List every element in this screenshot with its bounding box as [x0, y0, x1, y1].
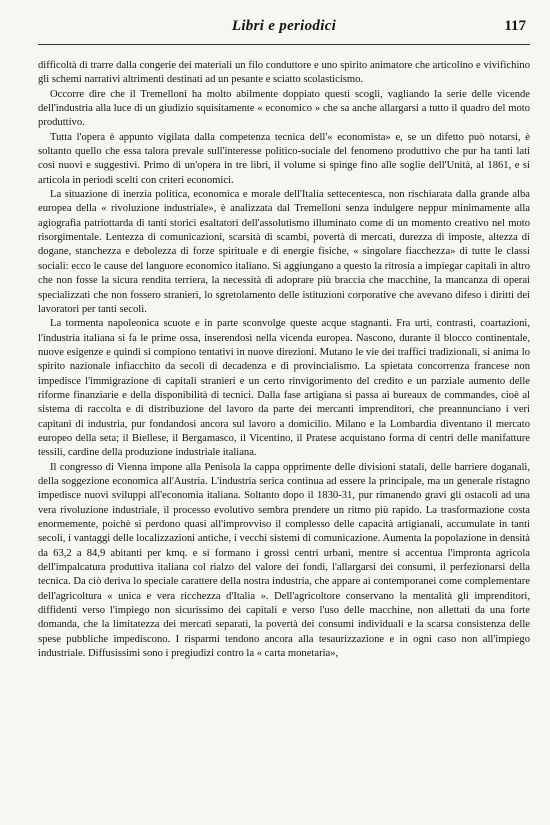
article-body	[38, 59, 530, 661]
running-title: Libri e periodici	[231, 18, 337, 34]
page-number: 117	[504, 18, 526, 34]
paragraph: Occorre dire che il Tremelloni ha molto abilmente doppiato questi scogli, vagliando la serie delle vicende dell'industria alla luce di un giudizio squisitamente « economico » che sa anche allargarsi a tutto il quadro del moto produttivo.	[38, 88, 530, 129]
paragraph: difficoltà di trarre dalla congerie dei materiali un filo conduttore e uno spirito animatore che articolino e vivifichino gli schemi narrativi altrimenti destinati ad un pesante e sciatto scolasticismo.	[38, 60, 530, 86]
page-header	[38, 0, 530, 45]
paragraph: La tormenta napoleonica scuote e in parte sconvolge queste acque stagnanti. Fra urti, contrasti, coartazioni, l'industria italiana si fa le prime ossa, inserendosi nella vicenda europea. Nascono, durante il blocco continentale, nuove esigenze e quindi si compiono tentativi in nuove direzioni. Mutano le vie dei traffici tradizionali, si anima lo spirito nazionale infiacchito da secoli di decadenza e di provincialismo. La spietata concorrenza francese non impedisce l'immigrazione di capitali stranieri e un certo rinvigorimento del credito e un parziale aumento delle riforme finanziarie e della disponibilità di tecnici. Dalla fase artigiana si passa ai bureaux de commandes, cioè al sistema di raccolta e di distribuzione del lavoro da parte dei mercanti imprenditori, che preannunciano i veri capitani di industria, pur fondandosi ancora sul lavoro a domicilio. Milano e la Lombardia diventano il mercato europeo della seta; il Biellese, il Bergamasco, il Vicentino, il Pratese acquistano forma di centri delle manifatture tessili, cardine della produzione industriale italiana.	[38, 318, 530, 459]
paragraph: Il congresso di Vienna impone alla Penisola la cappa opprimente delle divisioni statali, delle barriere doganali, della soggezione economica all'Austria. L'industria serica continua ad essere la principale, ma un generale ristagno impedisce nuovi sviluppi all'economia italiana. Soltanto dopo il 1830-31, pur rimanendo gravi gli ostacoli ad una vera rivoluzione industriale, il processo evolutivo sembra prendere un ritmo più rapido. La trasformazione costa enormemente, poichè si perdono quasi all'improvviso il complesso delle capacità artigianali, accumulate in tanti secoli, i vantaggi delle localizzazioni antiche, i vecchi sistemi di comunicazione. Aumenta la popolazione in densità da 63,2 a 84,9 abitanti per kmq. e si formano i grossi centri urbani, mentre si accentua l'impronta agricola dell'impalcatura produttiva italiana col rialzo del valore dei fondi, l'allargarsi dei consumi, il perfezionarsi della tecnica. Da ciò deriva lo speciale carattere della nostra industria, che appare ai contemporanei come complementare dell'agricoltura « unica e vera ricchezza d'Italia ». Dell'agricoltore conservano la mentalità gli imprenditori, diffidenti verso l'impiego non sicurissimo dei capitali e verso l'uso delle macchine, non allettati da una forte domanda, che la limitatezza dei mercati separati, la povertà dei consumi individuali e la scarsa consistenza delle spese pubbliche impediscono. I risparmi tendono ancora alla tesaurizzazione e in ogni caso non all'impiego industriale. Diffusissimi sono i pregiudizi contro la « carta monetaria»,	[38, 461, 530, 660]
paragraph: Tutta l'opera è appunto vigilata dalla competenza tecnica dell'« economista» e, se un difetto può notarsi, è soltanto quello che essa talora prevale sull'interesse politico-sociale del fenomeno produttivo che pur ha tanti lati così nuovi e suggestivi. Primo di un'opera in tre libri, il volume si spinge fino alle soglie dell'Unità, al 1861, e si articola in periodi scelti con criteri economici.	[38, 131, 530, 186]
paragraph: La situazione di inerzia politica, economica e morale dell'Italia settecentesca, non rischiarata dalla grande alba europea della « rivoluzione industriale», è analizzata dal Tremelloni senza indulgere neppur minimamente alla agiografia patriottarda di tanti storici esaltatori dell'assolutismo illuminato come di un momento creativo nel moto risorgimentale. Lentezza di comunicazioni, scarsità di scambi, povertà di mercati, durezza di imposte, altezza di dogane, stanchezza e debolezza di forze spirituale e di energie fisiche, « singolare fiacchezza» di tutte le classi sociali: ecco le cause del languore economico italiano. Si aggiungano a questo la ritrosia a impiegar capitali in altro che non fosse la sicura rendita terriera, la necessità di adoprare più braccia che macchine, la mancanza di operai specializzati che non fossero stranieri, lo sgretolamento delle istituzioni corporative che avevano difeso i diritti dei lavoratori per tanti secoli.	[38, 189, 530, 315]
